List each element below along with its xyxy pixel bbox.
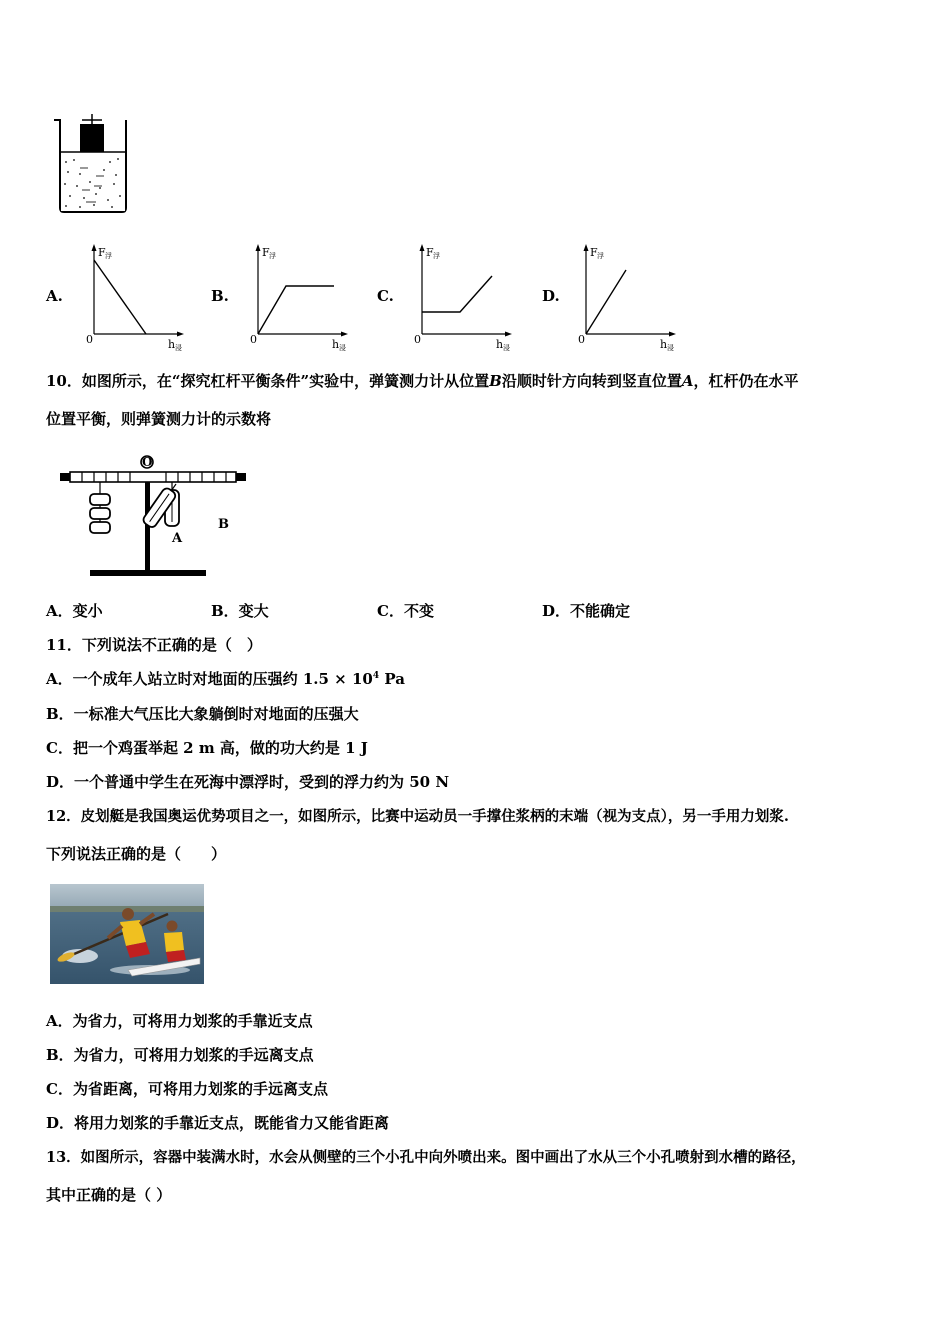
axis-y-label: F (590, 246, 598, 259)
axis-y-sub: 浮 (597, 252, 604, 260)
q10-option-a[interactable]: A．变小 (46, 602, 103, 620)
q11-stem: 11．下列说法不正确的是（ ） (46, 636, 262, 654)
q11-option-a[interactable] (46, 668, 405, 689)
origin-label: 0 (414, 333, 421, 346)
axis-y-label: F (262, 246, 270, 259)
q10-option-b[interactable]: B．变大 (211, 602, 269, 620)
graph-b (248, 242, 358, 354)
q13-stem-line-1: 13．如图所示，容器中装满水时，水会从侧壁的三个小孔中向外喷出来。图中画出了水从三个小孔喷射到水槽的路径， (46, 1149, 806, 1166)
axis-x-label: h (660, 338, 668, 351)
q12-stem-line-1: 12．皮划艇是我国奥运优势项目之一，如图所示，比赛中运动员一手撑住浆柄的末端（视为支点），另一手用力划浆. (46, 808, 789, 825)
q11-option-a-text: A．一个成年人站立时对地面的压强约 1.5 × 10 (46, 670, 373, 688)
axis-y-label: F (98, 246, 106, 259)
graph-option-label: C. (377, 287, 394, 305)
position-label-a: A (172, 531, 183, 546)
graph-option-label: A. (46, 287, 63, 305)
axis-x-label: h (168, 338, 176, 351)
q11-option-a-exponent: 4 (372, 671, 380, 681)
q11-option-d[interactable]: D．一个普通中学生在死海中漂浮时，受到的浮力约为 50 N (46, 773, 450, 791)
q11-option-c[interactable]: C．把一个鸡蛋举起 2 m 高，做的功大约是 1 J (46, 739, 368, 757)
q10-option-d[interactable]: D．不能确定 (542, 602, 631, 620)
origin-label: 0 (250, 333, 257, 346)
q10-option-c[interactable]: C．不变 (377, 602, 434, 620)
q10-stem-text: 10．如图所示，在“探究杠杆平衡条件”实验中，弹簧测力计从位置 (46, 372, 490, 390)
q12-option-d[interactable]: D．将用力划浆的手靠近支点，既能省力又能省距离 (46, 1114, 390, 1132)
origin-label: 0 (86, 333, 93, 346)
q10-stem-text: ，杠杆仍在水平 (693, 372, 799, 390)
axis-x-sub: 浸 (667, 344, 674, 352)
graph-c (412, 242, 522, 354)
graph-option-label: B. (211, 287, 229, 305)
axis-y-sub: 浮 (433, 252, 440, 260)
q11-option-b[interactable]: B．一标准大气压比大象躺倒时对地面的压强大 (46, 705, 359, 723)
axis-y-sub: 浮 (269, 252, 276, 260)
axis-x-sub: 浸 (175, 344, 182, 352)
graph-a (84, 242, 194, 354)
q10-stem-pos-a: A (681, 372, 694, 390)
axis-x-label: h (332, 338, 340, 351)
axis-x-sub: 浸 (503, 344, 510, 352)
q12-option-c[interactable]: C．为省距离，可将用力划浆的手远离支点 (46, 1080, 328, 1098)
q11-option-a-unit: Pa (379, 670, 405, 688)
graph-option-label: D. (542, 287, 560, 305)
axis-x-label: h (496, 338, 504, 351)
q10-stem-pos-b: B (489, 372, 502, 390)
q12-stem-line-2: 下列说法正确的是（ ） (46, 845, 227, 863)
q10-stem-line-1 (46, 370, 799, 391)
beaker-figure (50, 112, 130, 216)
position-label-b: B (218, 517, 229, 532)
q10-stem-line-2: 位置平衡，则弹簧测力计的示数将 (46, 410, 272, 428)
axis-x-sub: 浸 (339, 344, 346, 352)
origin-label: 0 (578, 333, 585, 346)
pivot-label-o: O (142, 455, 153, 469)
lever-figure (56, 452, 248, 584)
axis-y-sub: 浮 (105, 252, 112, 260)
canoe-photo (50, 884, 204, 984)
axis-y-label: F (426, 246, 434, 259)
q12-option-b[interactable]: B．为省力，可将用力划浆的手远离支点 (46, 1046, 314, 1064)
q12-option-a[interactable]: A．为省力，可将用力划浆的手靠近支点 (46, 1012, 313, 1030)
q13-stem-line-2: 其中正确的是（ ） (46, 1186, 172, 1204)
graph-d (576, 242, 686, 354)
q10-stem-text: 沿顺时针方向转到竖直位置 (501, 372, 682, 390)
